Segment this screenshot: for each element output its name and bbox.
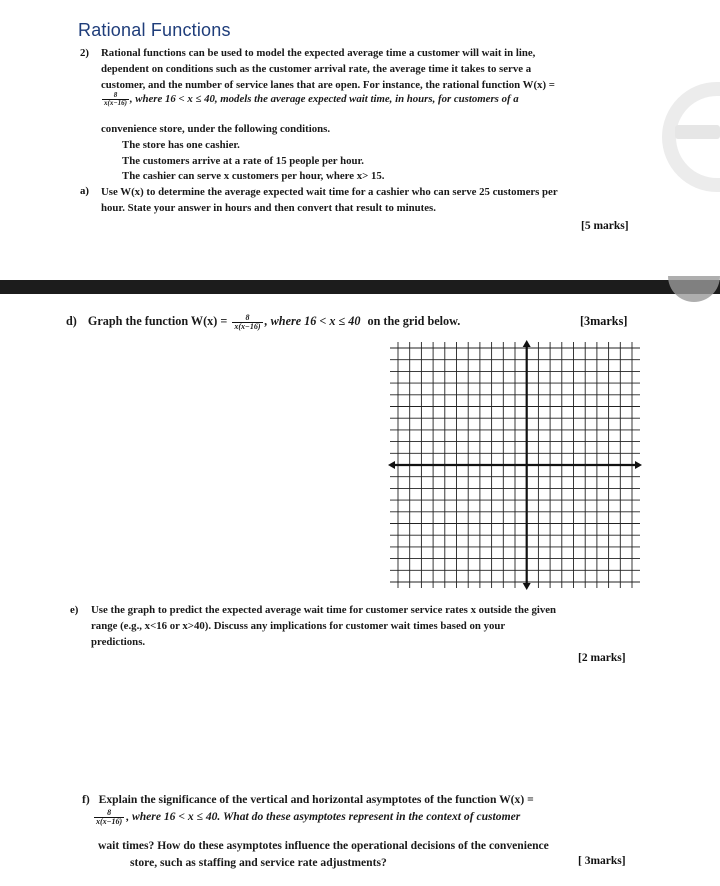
part-a-label: a) (80, 185, 89, 197)
part-a-line-1: Use W(x) to determine the average expected wait time for a cashier who can serve 25 customers per (101, 186, 558, 198)
q2-line-5: convenience store, under the following conditions. (101, 123, 331, 135)
q2-line-1: Rational functions can be used to model the expected average time a customer will wait in line, (101, 47, 536, 59)
part-d-fraction (232, 314, 262, 331)
fraction-numerator: 8 (232, 314, 262, 323)
part-f-marks: [ 3marks] (578, 855, 626, 867)
part-e-line-1: Use the graph to predict the expected average wait time for customer service rates x outside the given (91, 604, 557, 616)
part-f-line-1 (82, 792, 534, 807)
part-e-line-3: predictions. (91, 636, 146, 648)
part-f-line-4: store, such as staffing and service rate adjustments? (130, 856, 387, 869)
y-axis-arrow-down (523, 583, 531, 590)
q2-line-2: dependent on conditions such as the customer arrival rate, the average time it takes to serve a (101, 63, 532, 75)
q2-line-3: customer, and the number of service lanes that are open. For instance, the rational function W(x) = (101, 79, 555, 91)
fraction-denominator: x(x−16) (104, 99, 127, 108)
part-d-marks: [3marks] (580, 314, 628, 328)
q2-line-4 (101, 92, 519, 107)
part-d-label: d) (66, 314, 77, 328)
part-d-text-b: , where 16 < x ≤ 40 (264, 314, 361, 328)
fraction-numerator: 8 (102, 92, 129, 100)
part-e-line-2: range (e.g., x<16 or x>40). Discuss any implications for customer wait times based on your (91, 620, 506, 632)
part-d-text-c: on the grid below. (367, 314, 461, 328)
part-d-text-a: Graph the function W(x) = (87, 314, 228, 328)
page-title: Rational Functions (78, 20, 231, 40)
q2-line-4-text: , where 16 < x ≤ 40, models the average expected wait time, in hours, for customers of a (129, 93, 519, 105)
part-f-text-b: vertical and horizontal (250, 793, 364, 806)
coordinate-grid[interactable] (388, 340, 642, 590)
condition-1: The store has one cashier. (122, 139, 240, 151)
part-a-marks: [5 marks] (581, 220, 629, 232)
scroll-knob (668, 276, 720, 302)
part-f-line-2 (92, 809, 520, 826)
condition-2: The customers arrive at a rate of 15 people per hour. (122, 155, 364, 167)
part-f-fraction (94, 809, 124, 826)
q2-fraction (102, 92, 129, 107)
page-edge-bar (675, 125, 720, 139)
part-a-line-2: hour. State your answer in hours and then convert that result to minutes. (101, 202, 436, 214)
x-axis-arrow-right (635, 461, 642, 469)
part-f-text-a: Explain the significance of the (98, 793, 248, 806)
part-e-label: e) (70, 604, 79, 616)
part-f-line-3: wait times? How do these asymptotes influence the operational decisions of the convenience (98, 839, 549, 852)
fraction-denominator: x(x−16) (96, 817, 123, 826)
part-f-text-rest: , where 16 < x ≤ 40. What do these asymptotes represent in the context of customer (126, 810, 521, 824)
part-d-line (66, 313, 460, 331)
x-axis-arrow-left (388, 461, 395, 469)
page-divider-band (0, 280, 720, 294)
fraction-denominator: x(x−16) (234, 321, 261, 331)
question-number: 2) (80, 47, 89, 59)
part-f-text-c: asymptotes of the function W(x) = (365, 793, 534, 806)
condition-3: The cashier can serve x customers per hour, where x> 15. (122, 170, 385, 182)
y-axis-arrow-up (523, 340, 531, 347)
part-f-label: f) (82, 793, 90, 806)
fraction-numerator: 8 (94, 809, 124, 818)
part-e-marks: [2 marks] (578, 652, 626, 664)
